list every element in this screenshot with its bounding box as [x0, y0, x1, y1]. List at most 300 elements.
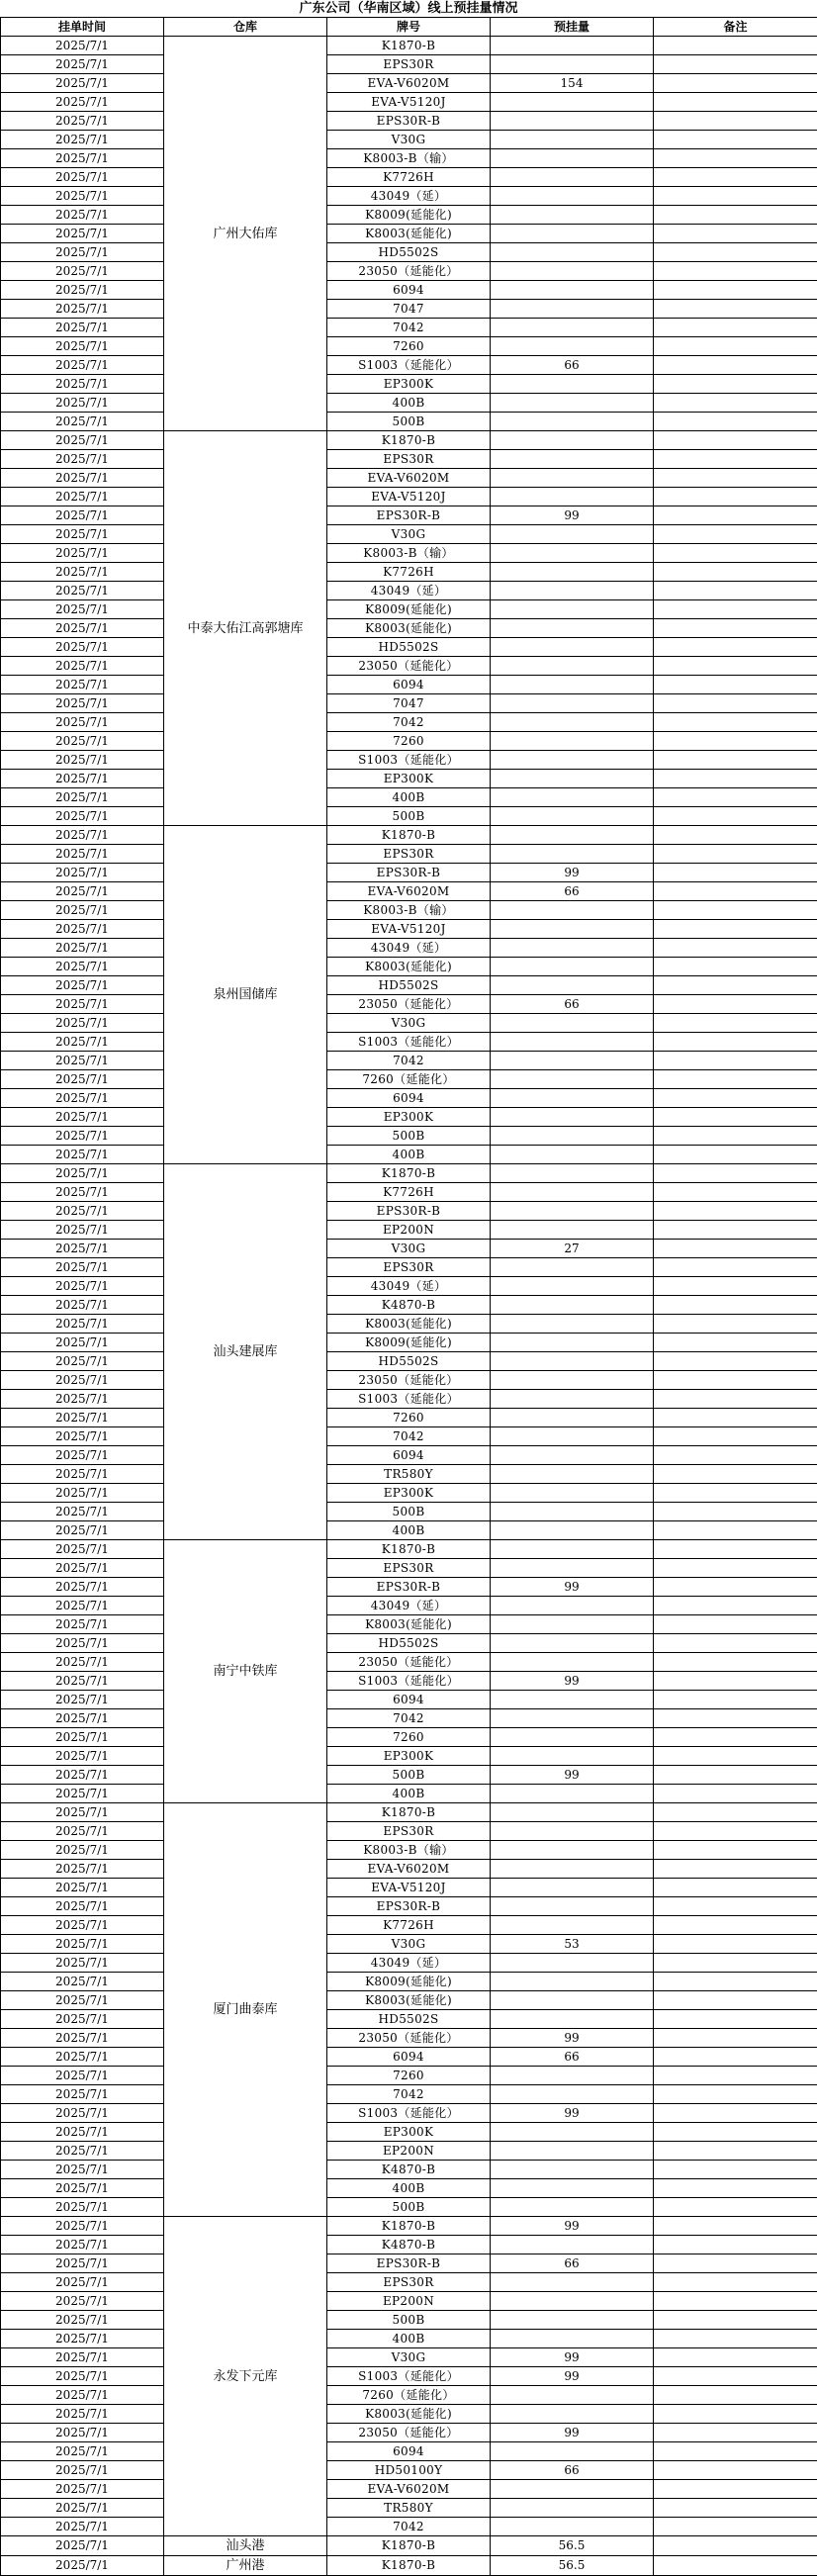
date-cell: 2025/7/1: [1, 600, 164, 619]
remark-cell: [654, 1540, 817, 1559]
volume-cell: [491, 2179, 654, 2198]
grade-cell: EP300K: [327, 2123, 491, 2142]
grade-cell: 400B: [327, 2179, 491, 2198]
date-cell: 2025/7/1: [1, 1916, 164, 1935]
grade-cell: 43049（延）: [327, 582, 491, 600]
remark-cell: [654, 149, 817, 168]
date-cell: 2025/7/1: [1, 2104, 164, 2123]
volume-cell: [491, 1822, 654, 1841]
table-row: [1, 2405, 817, 2424]
remark-cell: [654, 619, 817, 638]
grade-cell: 400B: [327, 1521, 491, 1540]
grade-cell: S1003（延能化）: [327, 1033, 491, 1052]
table-row: [1, 1277, 817, 1296]
grade-cell: K1870-B: [327, 1803, 491, 1822]
date-cell: 2025/7/1: [1, 2480, 164, 2499]
grade-cell: K1870-B: [327, 2217, 491, 2236]
date-cell: 2025/7/1: [1, 1052, 164, 1070]
table-row: [1, 713, 817, 732]
grade-cell: K8003(延能化): [327, 2405, 491, 2424]
table-row: [1, 1164, 817, 1183]
volume-cell: [491, 1803, 654, 1822]
date-cell: 2025/7/1: [1, 1615, 164, 1634]
grade-cell: EPS30R: [327, 2273, 491, 2292]
table-row: [1, 1221, 817, 1240]
grade-cell: 7042: [327, 1709, 491, 1728]
grade-cell: 7047: [327, 300, 491, 319]
remark-cell: [654, 770, 817, 788]
grade-cell: 7042: [327, 1052, 491, 1070]
volume-cell: [491, 394, 654, 413]
remark-cell: [654, 1615, 817, 1634]
volume-cell: [491, 751, 654, 770]
date-cell: 2025/7/1: [1, 657, 164, 676]
date-cell: 2025/7/1: [1, 1240, 164, 1258]
date-cell: 2025/7/1: [1, 281, 164, 300]
volume-cell: [491, 1503, 654, 1521]
date-cell: 2025/7/1: [1, 770, 164, 788]
table-row: [1, 1315, 817, 1334]
volume-cell: [491, 1108, 654, 1127]
date-cell: 2025/7/1: [1, 93, 164, 112]
date-cell: 2025/7/1: [1, 319, 164, 337]
volume-cell: 66: [491, 2254, 654, 2273]
remark-cell: [654, 1879, 817, 1897]
grade-cell: 7042: [327, 713, 491, 732]
volume-cell: [491, 1277, 654, 1296]
inventory-table: [0, 17, 817, 2576]
volume-cell: [491, 1484, 654, 1503]
volume-cell: [491, 2518, 654, 2536]
date-cell: 2025/7/1: [1, 2367, 164, 2386]
date-cell: 2025/7/1: [1, 1747, 164, 1766]
volume-cell: [491, 2198, 654, 2217]
warehouse-cell: 永发下元库: [164, 2217, 327, 2536]
date-cell: 2025/7/1: [1, 732, 164, 751]
remark-cell: [654, 1315, 817, 1334]
date-cell: 2025/7/1: [1, 976, 164, 995]
grade-cell: K1870-B: [327, 2536, 491, 2556]
date-cell: 2025/7/1: [1, 1860, 164, 1879]
remark-cell: [654, 1841, 817, 1860]
date-cell: 2025/7/1: [1, 2556, 164, 2576]
volume-cell: 99: [491, 864, 654, 882]
grade-cell: HD5502S: [327, 1352, 491, 1371]
table-row: [1, 1653, 817, 1672]
date-cell: 2025/7/1: [1, 2330, 164, 2348]
volume-cell: [491, 1785, 654, 1803]
date-cell: 2025/7/1: [1, 1146, 164, 1164]
table-row: [1, 337, 817, 356]
date-cell: 2025/7/1: [1, 2442, 164, 2461]
grade-cell: TR580Y: [327, 1465, 491, 1484]
grade-cell: HD5502S: [327, 243, 491, 262]
grade-cell: 7042: [327, 1427, 491, 1446]
table-row: [1, 807, 817, 826]
grade-cell: K8009(延能化): [327, 1973, 491, 1991]
date-cell: 2025/7/1: [1, 1954, 164, 1973]
warehouse-cell: 泉州国储库: [164, 826, 327, 1164]
date-cell: 2025/7/1: [1, 2217, 164, 2236]
grade-cell: S1003（延能化）: [327, 1672, 491, 1691]
grade-cell: S1003（延能化）: [327, 2367, 491, 2386]
date-cell: 2025/7/1: [1, 1070, 164, 1089]
grade-cell: EP300K: [327, 770, 491, 788]
date-cell: 2025/7/1: [1, 1258, 164, 1277]
grade-cell: 7260: [327, 732, 491, 751]
warehouse-cell: 汕头港: [164, 2536, 327, 2556]
volume-cell: [491, 187, 654, 206]
grade-cell: 43049（延）: [327, 1954, 491, 1973]
volume-cell: [491, 488, 654, 506]
grade-cell: K1870-B: [327, 37, 491, 55]
date-cell: 2025/7/1: [1, 1521, 164, 1540]
grade-cell: K7726H: [327, 168, 491, 187]
date-cell: 2025/7/1: [1, 1352, 164, 1371]
date-cell: 2025/7/1: [1, 1973, 164, 1991]
date-cell: 2025/7/1: [1, 131, 164, 149]
date-cell: 2025/7/1: [1, 1334, 164, 1352]
volume-cell: [491, 1991, 654, 2010]
table-row: [1, 1127, 817, 1146]
volume-cell: [491, 112, 654, 131]
remark-cell: [654, 826, 817, 845]
volume-cell: [491, 1202, 654, 1221]
volume-cell: [491, 2067, 654, 2085]
remark-cell: [654, 2536, 817, 2556]
table-row: [1, 1183, 817, 1202]
table-row: [1, 619, 817, 638]
remark-cell: [654, 1803, 817, 1822]
date-cell: 2025/7/1: [1, 901, 164, 920]
date-cell: 2025/7/1: [1, 1277, 164, 1296]
grade-cell: EVA-V5120J: [327, 1879, 491, 1897]
remark-cell: [654, 2048, 817, 2067]
remark-cell: [654, 281, 817, 300]
grade-cell: 7042: [327, 319, 491, 337]
volume-cell: [491, 1747, 654, 1766]
date-cell: 2025/7/1: [1, 413, 164, 431]
volume-cell: 99: [491, 2217, 654, 2236]
remark-cell: [654, 694, 817, 713]
remark-cell: [654, 657, 817, 676]
date-cell: 2025/7/1: [1, 1315, 164, 1334]
table-row: [1, 131, 817, 149]
date-cell: 2025/7/1: [1, 37, 164, 55]
table-row: [1, 958, 817, 976]
grade-cell: 500B: [327, 2198, 491, 2217]
remark-cell: [654, 676, 817, 694]
remark-cell: [654, 2461, 817, 2480]
remark-cell: [654, 2179, 817, 2198]
date-cell: 2025/7/1: [1, 1822, 164, 1841]
table-row: [1, 206, 817, 225]
volume-cell: [491, 1146, 654, 1164]
grade-cell: 43049（延）: [327, 939, 491, 958]
date-cell: 2025/7/1: [1, 1578, 164, 1597]
table-row: [1, 2442, 817, 2461]
volume-cell: 99: [491, 1578, 654, 1597]
table-row: [1, 74, 817, 93]
date-cell: 2025/7/1: [1, 1202, 164, 1221]
table-row: [1, 676, 817, 694]
volume-cell: [491, 1352, 654, 1371]
grade-cell: EVA-V6020M: [327, 2480, 491, 2499]
remark-cell: [654, 901, 817, 920]
remark-cell: [654, 1991, 817, 2010]
table-row: [1, 2367, 817, 2386]
grade-cell: 23050（延能化）: [327, 2424, 491, 2442]
remark-cell: [654, 788, 817, 807]
grade-cell: EPS30R-B: [327, 864, 491, 882]
table-row: [1, 1803, 817, 1822]
grade-cell: EP300K: [327, 375, 491, 394]
remark-cell: [654, 2142, 817, 2161]
volume-cell: [491, 431, 654, 450]
remark-cell: [654, 1691, 817, 1709]
volume-cell: [491, 1183, 654, 1202]
volume-cell: [491, 1315, 654, 1334]
remark-cell: [654, 638, 817, 657]
grade-cell: K8009(延能化): [327, 1334, 491, 1352]
grade-cell: V30G: [327, 1935, 491, 1954]
volume-cell: 66: [491, 882, 654, 901]
table-row: [1, 1578, 817, 1597]
date-cell: 2025/7/1: [1, 55, 164, 74]
volume-cell: [491, 563, 654, 582]
date-cell: 2025/7/1: [1, 2405, 164, 2424]
date-cell: 2025/7/1: [1, 2424, 164, 2442]
volume-cell: [491, 901, 654, 920]
date-cell: 2025/7/1: [1, 1127, 164, 1146]
remark-cell: [654, 807, 817, 826]
warehouse-cell: 南宁中铁库: [164, 1540, 327, 1803]
grade-cell: 23050（延能化）: [327, 2029, 491, 2048]
volume-cell: [491, 1559, 654, 1578]
remark-cell: [654, 319, 817, 337]
date-cell: 2025/7/1: [1, 1014, 164, 1033]
grade-cell: K7726H: [327, 563, 491, 582]
table-row: [1, 2048, 817, 2067]
remark-cell: [654, 187, 817, 206]
table-row: [1, 995, 817, 1014]
grade-cell: EVA-V6020M: [327, 1860, 491, 1879]
table-row: [1, 1296, 817, 1315]
remark-cell: [654, 131, 817, 149]
table-row: [1, 1822, 817, 1841]
date-cell: 2025/7/1: [1, 2273, 164, 2292]
table-row: [1, 168, 817, 187]
grade-cell: S1003（延能化）: [327, 356, 491, 375]
table-row: [1, 638, 817, 657]
date-cell: 2025/7/1: [1, 1728, 164, 1747]
table-row: [1, 657, 817, 676]
date-cell: 2025/7/1: [1, 2085, 164, 2104]
date-cell: 2025/7/1: [1, 1390, 164, 1409]
date-cell: 2025/7/1: [1, 2029, 164, 2048]
grade-cell: 400B: [327, 1146, 491, 1164]
remark-cell: [654, 2367, 817, 2386]
date-cell: 2025/7/1: [1, 525, 164, 544]
remark-cell: [654, 1747, 817, 1766]
grade-cell: EPS30R-B: [327, 112, 491, 131]
volume-cell: [491, 619, 654, 638]
grade-cell: 23050（延能化）: [327, 995, 491, 1014]
remark-cell: [654, 1371, 817, 1390]
date-cell: 2025/7/1: [1, 1089, 164, 1108]
date-cell: 2025/7/1: [1, 1484, 164, 1503]
volume-cell: 99: [491, 2367, 654, 2386]
volume-cell: [491, 1033, 654, 1052]
grade-cell: EVA-V6020M: [327, 882, 491, 901]
table-row: [1, 1409, 817, 1427]
table-row: [1, 1503, 817, 1521]
table-row: [1, 882, 817, 901]
remark-cell: [654, 2405, 817, 2424]
warehouse-cell: 中泰大佑江高郭塘库: [164, 431, 327, 826]
grade-cell: K8003(延能化): [327, 1991, 491, 2010]
volume-cell: [491, 1709, 654, 1728]
remark-cell: [654, 939, 817, 958]
header-grade: 牌号: [327, 18, 491, 37]
date-cell: 2025/7/1: [1, 206, 164, 225]
remark-cell: [654, 600, 817, 619]
grade-cell: 6094: [327, 281, 491, 300]
grade-cell: 7260（延能化）: [327, 2386, 491, 2405]
volume-cell: 99: [491, 2104, 654, 2123]
volume-cell: [491, 1446, 654, 1465]
table-row: [1, 2556, 817, 2576]
grade-cell: V30G: [327, 1240, 491, 1258]
table-row: [1, 2029, 817, 2048]
volume-cell: [491, 37, 654, 55]
date-cell: 2025/7/1: [1, 563, 164, 582]
table-row: [1, 2461, 817, 2480]
date-cell: 2025/7/1: [1, 2348, 164, 2367]
grade-cell: 500B: [327, 2311, 491, 2330]
date-cell: 2025/7/1: [1, 939, 164, 958]
volume-cell: [491, 807, 654, 826]
volume-cell: [491, 1465, 654, 1484]
date-cell: 2025/7/1: [1, 2236, 164, 2254]
grade-cell: EP300K: [327, 1108, 491, 1127]
volume-cell: [491, 2499, 654, 2518]
grade-cell: HD5502S: [327, 638, 491, 657]
remark-cell: [654, 1728, 817, 1747]
remark-cell: [654, 225, 817, 243]
volume-cell: [491, 845, 654, 864]
remark-cell: [654, 2085, 817, 2104]
date-cell: 2025/7/1: [1, 1033, 164, 1052]
date-cell: 2025/7/1: [1, 1409, 164, 1427]
date-cell: 2025/7/1: [1, 1991, 164, 2010]
remark-cell: [654, 2273, 817, 2292]
volume-cell: 99: [491, 2029, 654, 2048]
date-cell: 2025/7/1: [1, 751, 164, 770]
remark-cell: [654, 1052, 817, 1070]
grade-cell: 500B: [327, 1766, 491, 1785]
grade-cell: 6094: [327, 1446, 491, 1465]
table-row: [1, 525, 817, 544]
date-cell: 2025/7/1: [1, 1766, 164, 1785]
grade-cell: EPS30R: [327, 845, 491, 864]
date-cell: 2025/7/1: [1, 2386, 164, 2405]
date-cell: 2025/7/1: [1, 582, 164, 600]
volume-cell: 56.5: [491, 2536, 654, 2556]
grade-cell: EPS30R-B: [327, 2254, 491, 2273]
remark-cell: [654, 732, 817, 751]
volume-cell: [491, 168, 654, 187]
volume-cell: [491, 1164, 654, 1183]
grade-cell: K1870-B: [327, 826, 491, 845]
grade-cell: K8003-B（输）: [327, 901, 491, 920]
grade-cell: K7726H: [327, 1183, 491, 1202]
volume-cell: [491, 1127, 654, 1146]
grade-cell: V30G: [327, 1014, 491, 1033]
table-row: [1, 544, 817, 563]
volume-cell: [491, 93, 654, 112]
date-cell: 2025/7/1: [1, 2067, 164, 2085]
volume-cell: 154: [491, 74, 654, 93]
remark-cell: [654, 1709, 817, 1728]
grade-cell: 7260: [327, 2067, 491, 2085]
table-row: [1, 2104, 817, 2123]
remark-cell: [654, 1277, 817, 1296]
date-cell: 2025/7/1: [1, 1691, 164, 1709]
header-remark: 备注: [654, 18, 817, 37]
table-row: [1, 1935, 817, 1954]
table-row: [1, 1258, 817, 1277]
grade-cell: HD5502S: [327, 976, 491, 995]
date-cell: 2025/7/1: [1, 506, 164, 525]
table-row: [1, 1766, 817, 1785]
table-row: [1, 2123, 817, 2142]
remark-cell: [654, 2067, 817, 2085]
table-row: [1, 2536, 817, 2556]
remark-cell: [654, 2424, 817, 2442]
remark-cell: [654, 958, 817, 976]
volume-cell: 99: [491, 506, 654, 525]
volume-cell: [491, 1296, 654, 1315]
remark-cell: [654, 300, 817, 319]
remark-cell: [654, 2029, 817, 2048]
volume-cell: [491, 413, 654, 431]
grade-cell: 400B: [327, 788, 491, 807]
date-cell: 2025/7/1: [1, 356, 164, 375]
table-row: [1, 1615, 817, 1634]
remark-cell: [654, 356, 817, 375]
remark-cell: [654, 74, 817, 93]
table-row: [1, 1728, 817, 1747]
volume-cell: [491, 582, 654, 600]
volume-cell: [491, 450, 654, 469]
date-cell: 2025/7/1: [1, 1597, 164, 1615]
grade-cell: K8003(延能化): [327, 958, 491, 976]
date-cell: 2025/7/1: [1, 2142, 164, 2161]
date-cell: 2025/7/1: [1, 826, 164, 845]
grade-cell: 7042: [327, 2518, 491, 2536]
table-row: [1, 431, 817, 450]
remark-cell: [654, 544, 817, 563]
date-cell: 2025/7/1: [1, 1503, 164, 1521]
table-row: [1, 187, 817, 206]
table-row: [1, 694, 817, 713]
grade-cell: K8009(延能化): [327, 206, 491, 225]
grade-cell: K8009(延能化): [327, 600, 491, 619]
grade-cell: 7260: [327, 1409, 491, 1427]
grade-cell: 23050（延能化）: [327, 1653, 491, 1672]
grade-cell: K4870-B: [327, 1296, 491, 1315]
